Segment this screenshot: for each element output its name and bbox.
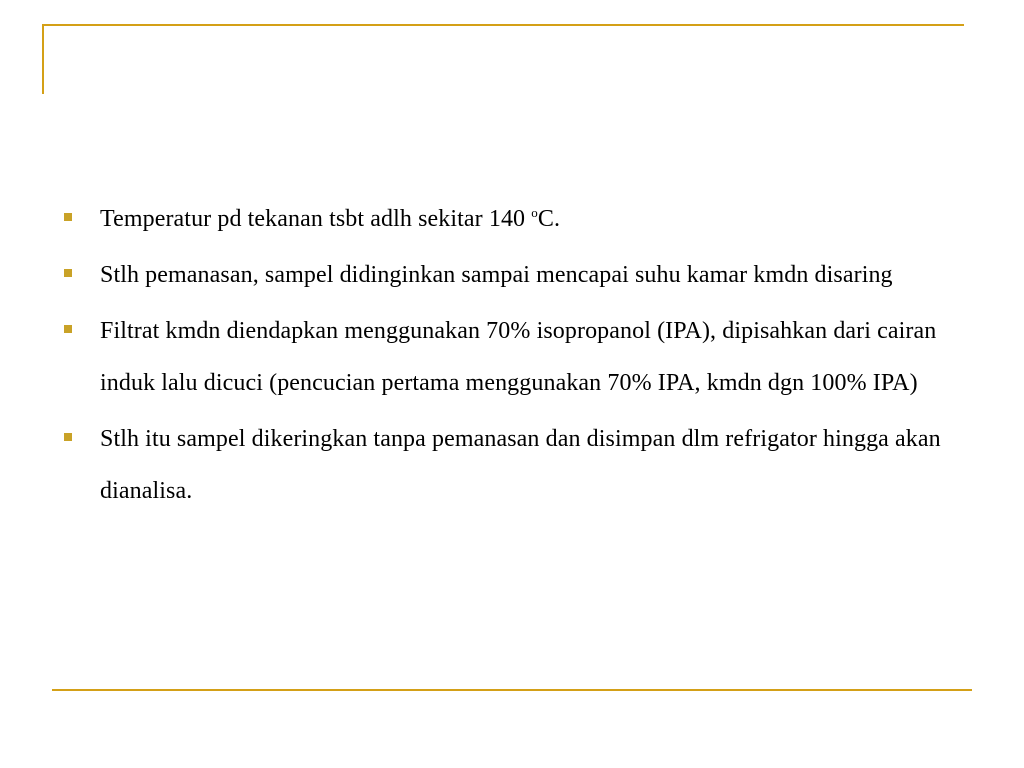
square-bullet-icon bbox=[64, 433, 72, 441]
frame-left-line bbox=[42, 24, 44, 94]
square-bullet-icon bbox=[64, 213, 72, 221]
bullet-text: Filtrat kmdn diendapkan menggunakan 70% isopropanol (IPA), dipisahkan dari cairan induk lalu dicuci (pencucian pertama menggunakan 70% IPA, kmdn dgn 100% IPA) bbox=[100, 318, 937, 396]
bullet-item-temperature bbox=[62, 193, 962, 245]
bullet-item-filtrate bbox=[62, 305, 962, 409]
bullet-text: Stlh pemanasan, sampel didinginkan sampai mencapai suhu kamar kmdn disaring bbox=[100, 262, 893, 288]
bullet-item-cooling bbox=[62, 249, 962, 301]
bullet-list bbox=[62, 193, 962, 521]
frame-top-line bbox=[42, 24, 964, 26]
square-bullet-icon bbox=[64, 269, 72, 277]
square-bullet-icon bbox=[64, 325, 72, 333]
degree-superscript: o bbox=[531, 205, 538, 220]
bullet-text-suffix: C. bbox=[537, 206, 561, 232]
bullet-text: Stlh itu sampel dikeringkan tanpa pemanasan dan disimpan dlm refrigator hingga akan dianalisa. bbox=[100, 426, 941, 504]
bullet-text: Temperatur pd tekanan tsbt adlh sekitar 140 bbox=[100, 206, 532, 232]
bullet-item-drying bbox=[62, 413, 962, 517]
frame-bottom-line bbox=[52, 689, 972, 691]
